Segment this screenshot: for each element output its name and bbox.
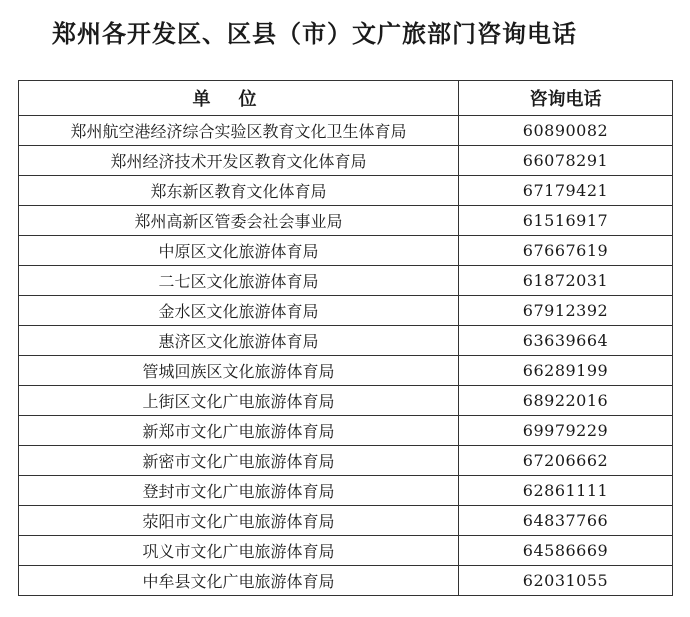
table-row [19,296,673,326]
unit-cell: 登封市文化广电旅游体育局 [19,476,459,506]
unit-cell: 新郑市文化广电旅游体育局 [19,416,459,446]
unit-cell: 郑州航空港经济综合实验区教育文化卫生体育局 [19,116,459,146]
unit-cell: 郑州经济技术开发区教育文化体育局 [19,146,459,176]
unit-cell: 巩义市文化广电旅游体育局 [19,536,459,566]
table-row [19,266,673,296]
table-row [19,206,673,236]
phone-cell: 67179421 [459,176,673,206]
unit-cell: 郑东新区教育文化体育局 [19,176,459,206]
unit-cell: 二七区文化旅游体育局 [19,266,459,296]
phone-cell: 61872031 [459,266,673,296]
phone-cell: 66078291 [459,146,673,176]
unit-cell: 管城回族区文化旅游体育局 [19,356,459,386]
contact-table [18,80,673,596]
table-row [19,566,673,596]
table-row [19,536,673,566]
unit-cell: 金水区文化旅游体育局 [19,296,459,326]
unit-cell: 中牟县文化广电旅游体育局 [19,566,459,596]
unit-cell: 上街区文化广电旅游体育局 [19,386,459,416]
table-row [19,236,673,266]
column-header-unit: 单位 [19,81,459,116]
phone-cell: 63639664 [459,326,673,356]
phone-cell: 69979229 [459,416,673,446]
table-row [19,356,673,386]
phone-cell: 62861111 [459,476,673,506]
table-row [19,476,673,506]
table-row [19,116,673,146]
phone-cell: 67667619 [459,236,673,266]
phone-cell: 62031055 [459,566,673,596]
table-row [19,446,673,476]
table-row [19,176,673,206]
phone-cell: 64586669 [459,536,673,566]
phone-cell: 67206662 [459,446,673,476]
phone-cell: 67912392 [459,296,673,326]
table-row [19,146,673,176]
unit-cell: 新密市文化广电旅游体育局 [19,446,459,476]
unit-cell: 中原区文化旅游体育局 [19,236,459,266]
unit-cell: 郑州高新区管委会社会事业局 [19,206,459,236]
table-row [19,386,673,416]
table-row [19,326,673,356]
document-title: 郑州各开发区、区县（市）文广旅部门咨询电话 [52,19,577,48]
unit-cell: 惠济区文化旅游体育局 [19,326,459,356]
unit-cell: 荥阳市文化广电旅游体育局 [19,506,459,536]
phone-cell: 60890082 [459,116,673,146]
phone-cell: 64837766 [459,506,673,536]
phone-cell: 66289199 [459,356,673,386]
table-row [19,506,673,536]
table-row [19,416,673,446]
phone-cell: 68922016 [459,386,673,416]
column-header-phone: 咨询电话 [459,81,673,116]
phone-cell: 61516917 [459,206,673,236]
table-header-row [19,81,673,116]
